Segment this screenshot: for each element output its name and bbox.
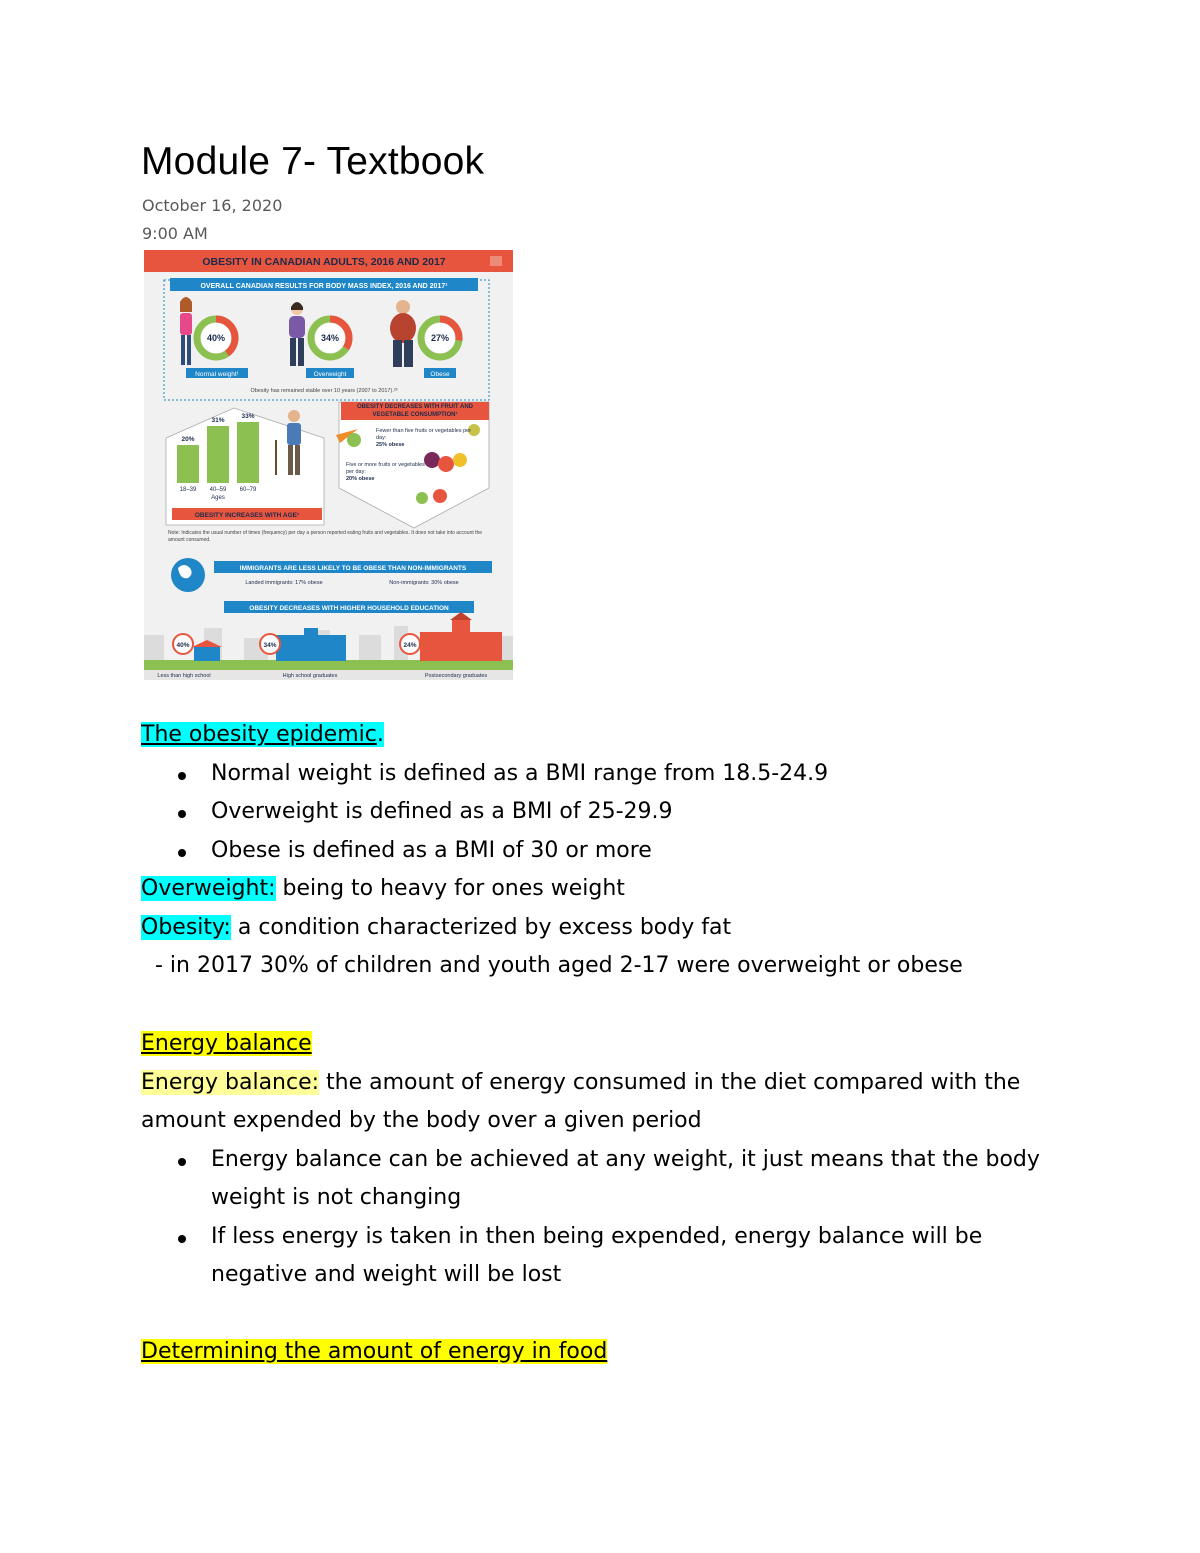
age-bar-60-79-label: 60–79	[239, 487, 257, 493]
age-bar-40-59-label: 40–59	[209, 487, 227, 493]
fruit-more-wrap-inner	[346, 462, 431, 483]
immig-non: Non-immigrants: 30% obese	[389, 580, 459, 586]
immig-landed: Landed immigrants: 17% obese	[245, 580, 323, 586]
age-bar-40-59	[207, 426, 229, 483]
globe-icon	[171, 558, 205, 592]
heading-obesity-epidemic-punct: .	[376, 722, 384, 747]
fruit-less-pct: 25% obese	[376, 442, 405, 448]
university-building	[420, 612, 502, 661]
obese-figure	[390, 300, 416, 367]
share-icon	[490, 256, 502, 266]
edu-label-3: Postsecondary graduates	[424, 673, 488, 679]
infographic-title: OBESITY IN CANADIAN ADULTS, 2016 AND 2017	[202, 256, 446, 268]
overweight-label: Overweight	[313, 371, 347, 378]
energy-balance-definition	[141, 1064, 1061, 1141]
heading-energy-balance-row	[141, 1025, 1061, 1064]
age-bar-18-39	[177, 445, 199, 483]
fruit-title: OBESITY DECREASES WITH FRUIT AND VEGETABLE CONSUMPTION¹	[356, 404, 473, 418]
edu-pct-1: 40%	[176, 642, 190, 649]
list-item: Normal weight is defined as a BMI range from 18.5-24.9	[141, 755, 1061, 794]
list-item: Overweight is defined as a BMI of 25-29.9	[141, 793, 1061, 832]
def-energy-balance: the amount of energy consumed in the diet compared with the amount expended by the body over a given period	[141, 1069, 1021, 1133]
page-time: 9:00 AM	[142, 224, 208, 243]
fruit-more-wrap	[346, 462, 431, 494]
obesity-infographic	[144, 250, 513, 680]
overweight-pct: 34%	[320, 333, 340, 343]
edu-pct-2: 34%	[263, 642, 277, 649]
edu-label-1: Less than high school	[157, 673, 211, 679]
normal-weight-figure	[180, 297, 192, 365]
overweight-definition	[141, 870, 1061, 909]
age-bar-60-79	[237, 422, 259, 483]
heading-obesity-epidemic: The obesity epidemic	[141, 722, 377, 747]
obesity-definition	[141, 909, 1061, 948]
fruit-less-wrap-inner	[376, 428, 476, 449]
obese-pct: 27%	[430, 333, 450, 343]
bmi-definition-list	[141, 755, 1061, 871]
list-item: Obese is defined as a BMI of 30 or more	[141, 832, 1061, 871]
stable-note: Obesity has remained stable over 10 years (2007 to 2017).²³	[250, 388, 398, 394]
heading-energy-in-food: Determining the amount of energy in food	[141, 1339, 608, 1364]
grass-strip	[144, 660, 513, 670]
age-bar-60-79-pct: 33%	[241, 413, 255, 420]
edu-pct-3: 24%	[403, 642, 417, 649]
term-overweight: Overweight:	[141, 876, 276, 901]
fruit-less-text: Fewer than five fruits or vegetables per day:	[376, 428, 472, 441]
section-energy-in-food	[141, 1333, 1061, 1372]
def-obesity: a condition characterized by excess body fat	[230, 914, 732, 940]
age-bar-18-39-pct: 20%	[181, 436, 195, 443]
section-obesity-epidemic	[141, 716, 1061, 986]
page-title: Module 7- Textbook	[141, 140, 485, 183]
heading-obesity-epidemic-row	[141, 716, 1061, 755]
school-building-medium	[276, 628, 346, 661]
list-item: If less energy is taken in then being expended, energy balance will be negative and weight will be lost	[141, 1218, 1061, 1295]
infographic-note: Note: Indicates the usual number of times (frequency) per day a person reported eating fruits and vegetables. It does not take into account the amount consumed.	[168, 530, 483, 543]
age-axis-label: Ages	[211, 495, 225, 501]
list-item: Energy balance can be achieved at any weight, it just means that the body weight is not changing	[141, 1141, 1061, 1218]
def-overweight: being to heavy for ones weight	[275, 876, 625, 901]
immig-title: IMMIGRANTS ARE LESS LIKELY TO BE OBESE THAN NON-IMMIGRANTS	[239, 565, 467, 572]
term-obesity: Obesity:	[141, 914, 231, 940]
age-title: OBESITY INCREASES WITH AGE¹	[194, 512, 300, 519]
energy-balance-list	[141, 1141, 1061, 1295]
age-bar-18-39-label: 18–39	[179, 487, 197, 493]
age-bar-40-59-pct: 31%	[211, 417, 225, 424]
page-date: October 16, 2020	[142, 196, 283, 215]
children-note: - in 2017 30% of children and youth aged 2-17 were overweight or obese	[155, 953, 963, 978]
edu-label-2: High school graduates	[282, 673, 338, 679]
obese-label: Obese	[430, 371, 450, 378]
normal-weight-pct: 40%	[206, 333, 226, 343]
term-energy-balance: Energy balance:	[141, 1069, 320, 1095]
infographic-note-wrap	[168, 530, 488, 550]
edu-title: OBESITY DECREASES WITH HIGHER HOUSEHOLD EDUCATION	[249, 605, 449, 612]
section-energy-balance	[141, 1025, 1061, 1295]
bmi-header: OVERALL CANADIAN RESULTS FOR BODY MASS INDEX, 2016 AND 2017¹	[200, 283, 448, 290]
overweight-figure	[289, 302, 305, 366]
fruit-title-wrap	[341, 402, 489, 420]
heading-energy-balance: Energy balance	[141, 1031, 312, 1056]
fruit-more-text: Five or more fruits or vegetables per day:	[346, 462, 425, 475]
normal-weight-label: Normal weight¹	[195, 371, 239, 378]
fruit-more-pct: 20% obese	[346, 476, 375, 482]
